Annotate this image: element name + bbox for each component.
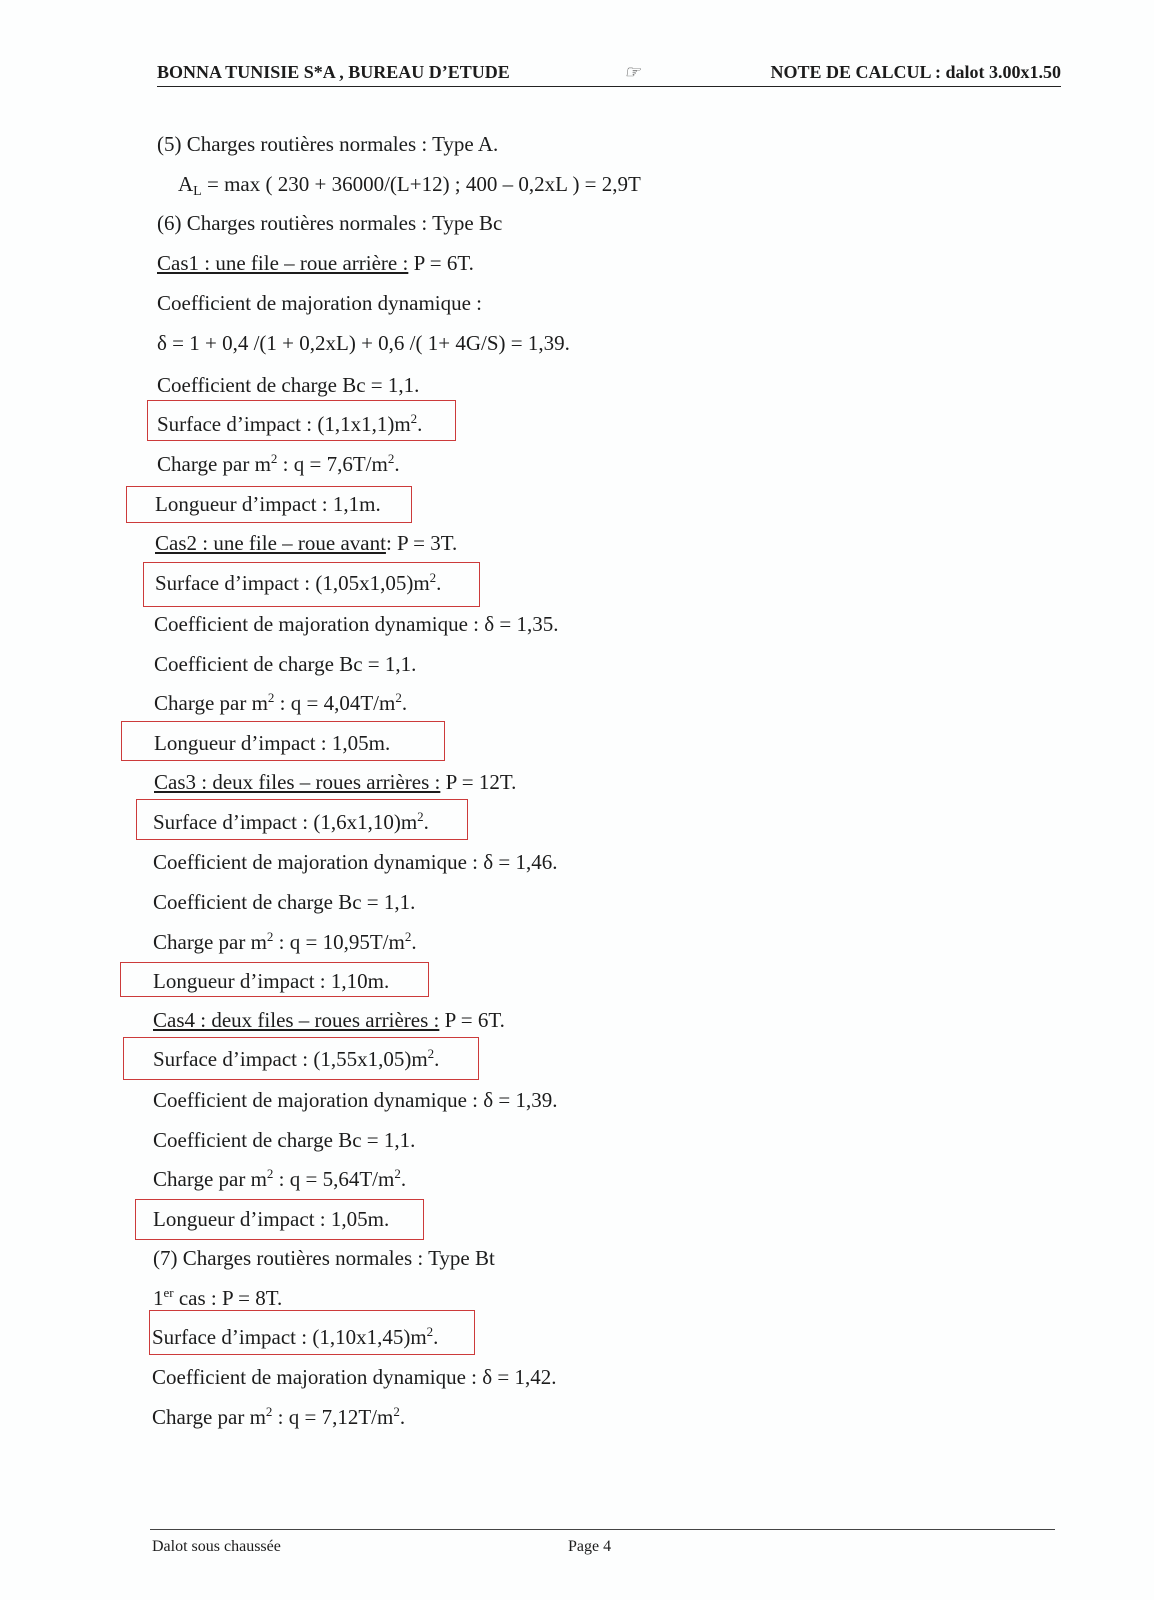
document-title: NOTE DE CALCUL : dalot 3.00x1.50 xyxy=(770,62,1061,82)
cas2-coef-charge: Coefficient de charge Bc = 1,1. xyxy=(154,652,417,676)
cas4-longueur: Longueur d’impact : 1,05m. xyxy=(153,1207,390,1231)
cas1-title-line: Cas1 : une file – roue arrière : P = 6T. xyxy=(157,251,474,275)
cas3-longueur: Longueur d’impact : 1,10m. xyxy=(153,969,390,993)
section7-surface: Surface d’impact : $(1,10x1,45)m^2$. xyxy=(152,1324,439,1349)
section6-heading: (6) Charges routières normales : Type Bc xyxy=(157,211,503,235)
cas4-coef-charge: Coefficient de charge Bc = 1,1. xyxy=(153,1128,416,1152)
cas1-coef-dyn-formula: δ = 1 + 0,4 /(1 + 0,2xL) + 0,6 /( 1+ 4G/S) = 1,39. xyxy=(157,331,570,355)
cas1-longueur: Longueur d’impact : 1,1m. xyxy=(155,492,381,516)
section7-heading: (7) Charges routières normales : Type Bt xyxy=(153,1246,495,1270)
cas1-coef-dyn-label: Coefficient de majoration dynamique : xyxy=(157,291,483,315)
cas1-coef-charge: Coefficient de charge Bc = 1,1. xyxy=(157,373,420,397)
cas2-charge: Charge par $m^2$ : $q = 4,04T/m^2$. xyxy=(154,690,408,715)
pointer-hand-icon: ☞ xyxy=(624,62,641,82)
cas4-charge: Charge par $m^2$ : $q = 5,64T/m^2$. xyxy=(153,1166,407,1191)
cas3-charge: Charge par $m^2$ : $q = 10,95T/m^2$. xyxy=(153,929,417,954)
cas2-surface: Surface d’impact : $(1,05x1,05)m^2$. xyxy=(155,570,442,595)
cas1-surface: Surface d’impact : $(1,1x1,1)m^2$. xyxy=(157,411,423,436)
cas3-title-line: Cas3 : deux files – roues arrières : P = 12T. xyxy=(154,770,517,794)
section7-cas1-title: 1er cas : P = 8T. xyxy=(153,1285,283,1310)
section7-charge: Charge par $m^2$ : $q = 7,12T/m^2$. xyxy=(152,1404,406,1429)
cas3-surface: Surface d’impact : $(1,6x1,10)m^2$. xyxy=(153,809,429,834)
section7-coef-dyn: Coefficient de majoration dynamique : δ = 1,42. xyxy=(152,1365,557,1389)
cas4-coef-dyn: Coefficient de majoration dynamique : δ = 1,39. xyxy=(153,1088,558,1112)
cas2-longueur: Longueur d’impact : 1,05m. xyxy=(154,731,391,755)
section5-formula: $A_L = \max$ ( 230 + 36000/(L+12) ; 400 – 0,2xL ) = 2,9T xyxy=(178,172,641,199)
section5-heading: (5) Charges routières normales : Type A. xyxy=(157,132,499,156)
company-name: BONNA TUNISIE S*A , BUREAU D’ETUDE xyxy=(157,62,510,82)
cas1-charge: Charge par $m^2$ : $q = 7,6T/m^2$. xyxy=(157,451,400,476)
footer-rule xyxy=(150,1529,1055,1530)
cas3-coef-charge: Coefficient de charge Bc = 1,1. xyxy=(153,890,416,914)
cas2-title-line: Cas2 : une file – roue avant: P = 3T. xyxy=(155,531,458,555)
footer-page-number: Page 4 xyxy=(568,1538,612,1555)
footer-document-name: Dalot sous chaussée xyxy=(152,1538,281,1555)
cas2-coef-dyn: Coefficient de majoration dynamique : δ = 1,35. xyxy=(154,612,559,636)
cas3-coef-dyn: Coefficient de majoration dynamique : δ = 1,46. xyxy=(153,850,558,874)
cas4-title-line: Cas4 : deux files – roues arrières : P = 6T. xyxy=(153,1008,505,1032)
page-header xyxy=(157,62,1061,84)
header-rule xyxy=(157,86,1061,87)
cas4-surface: Surface d’impact : $(1,55x1,05)m^2$. xyxy=(153,1046,440,1071)
